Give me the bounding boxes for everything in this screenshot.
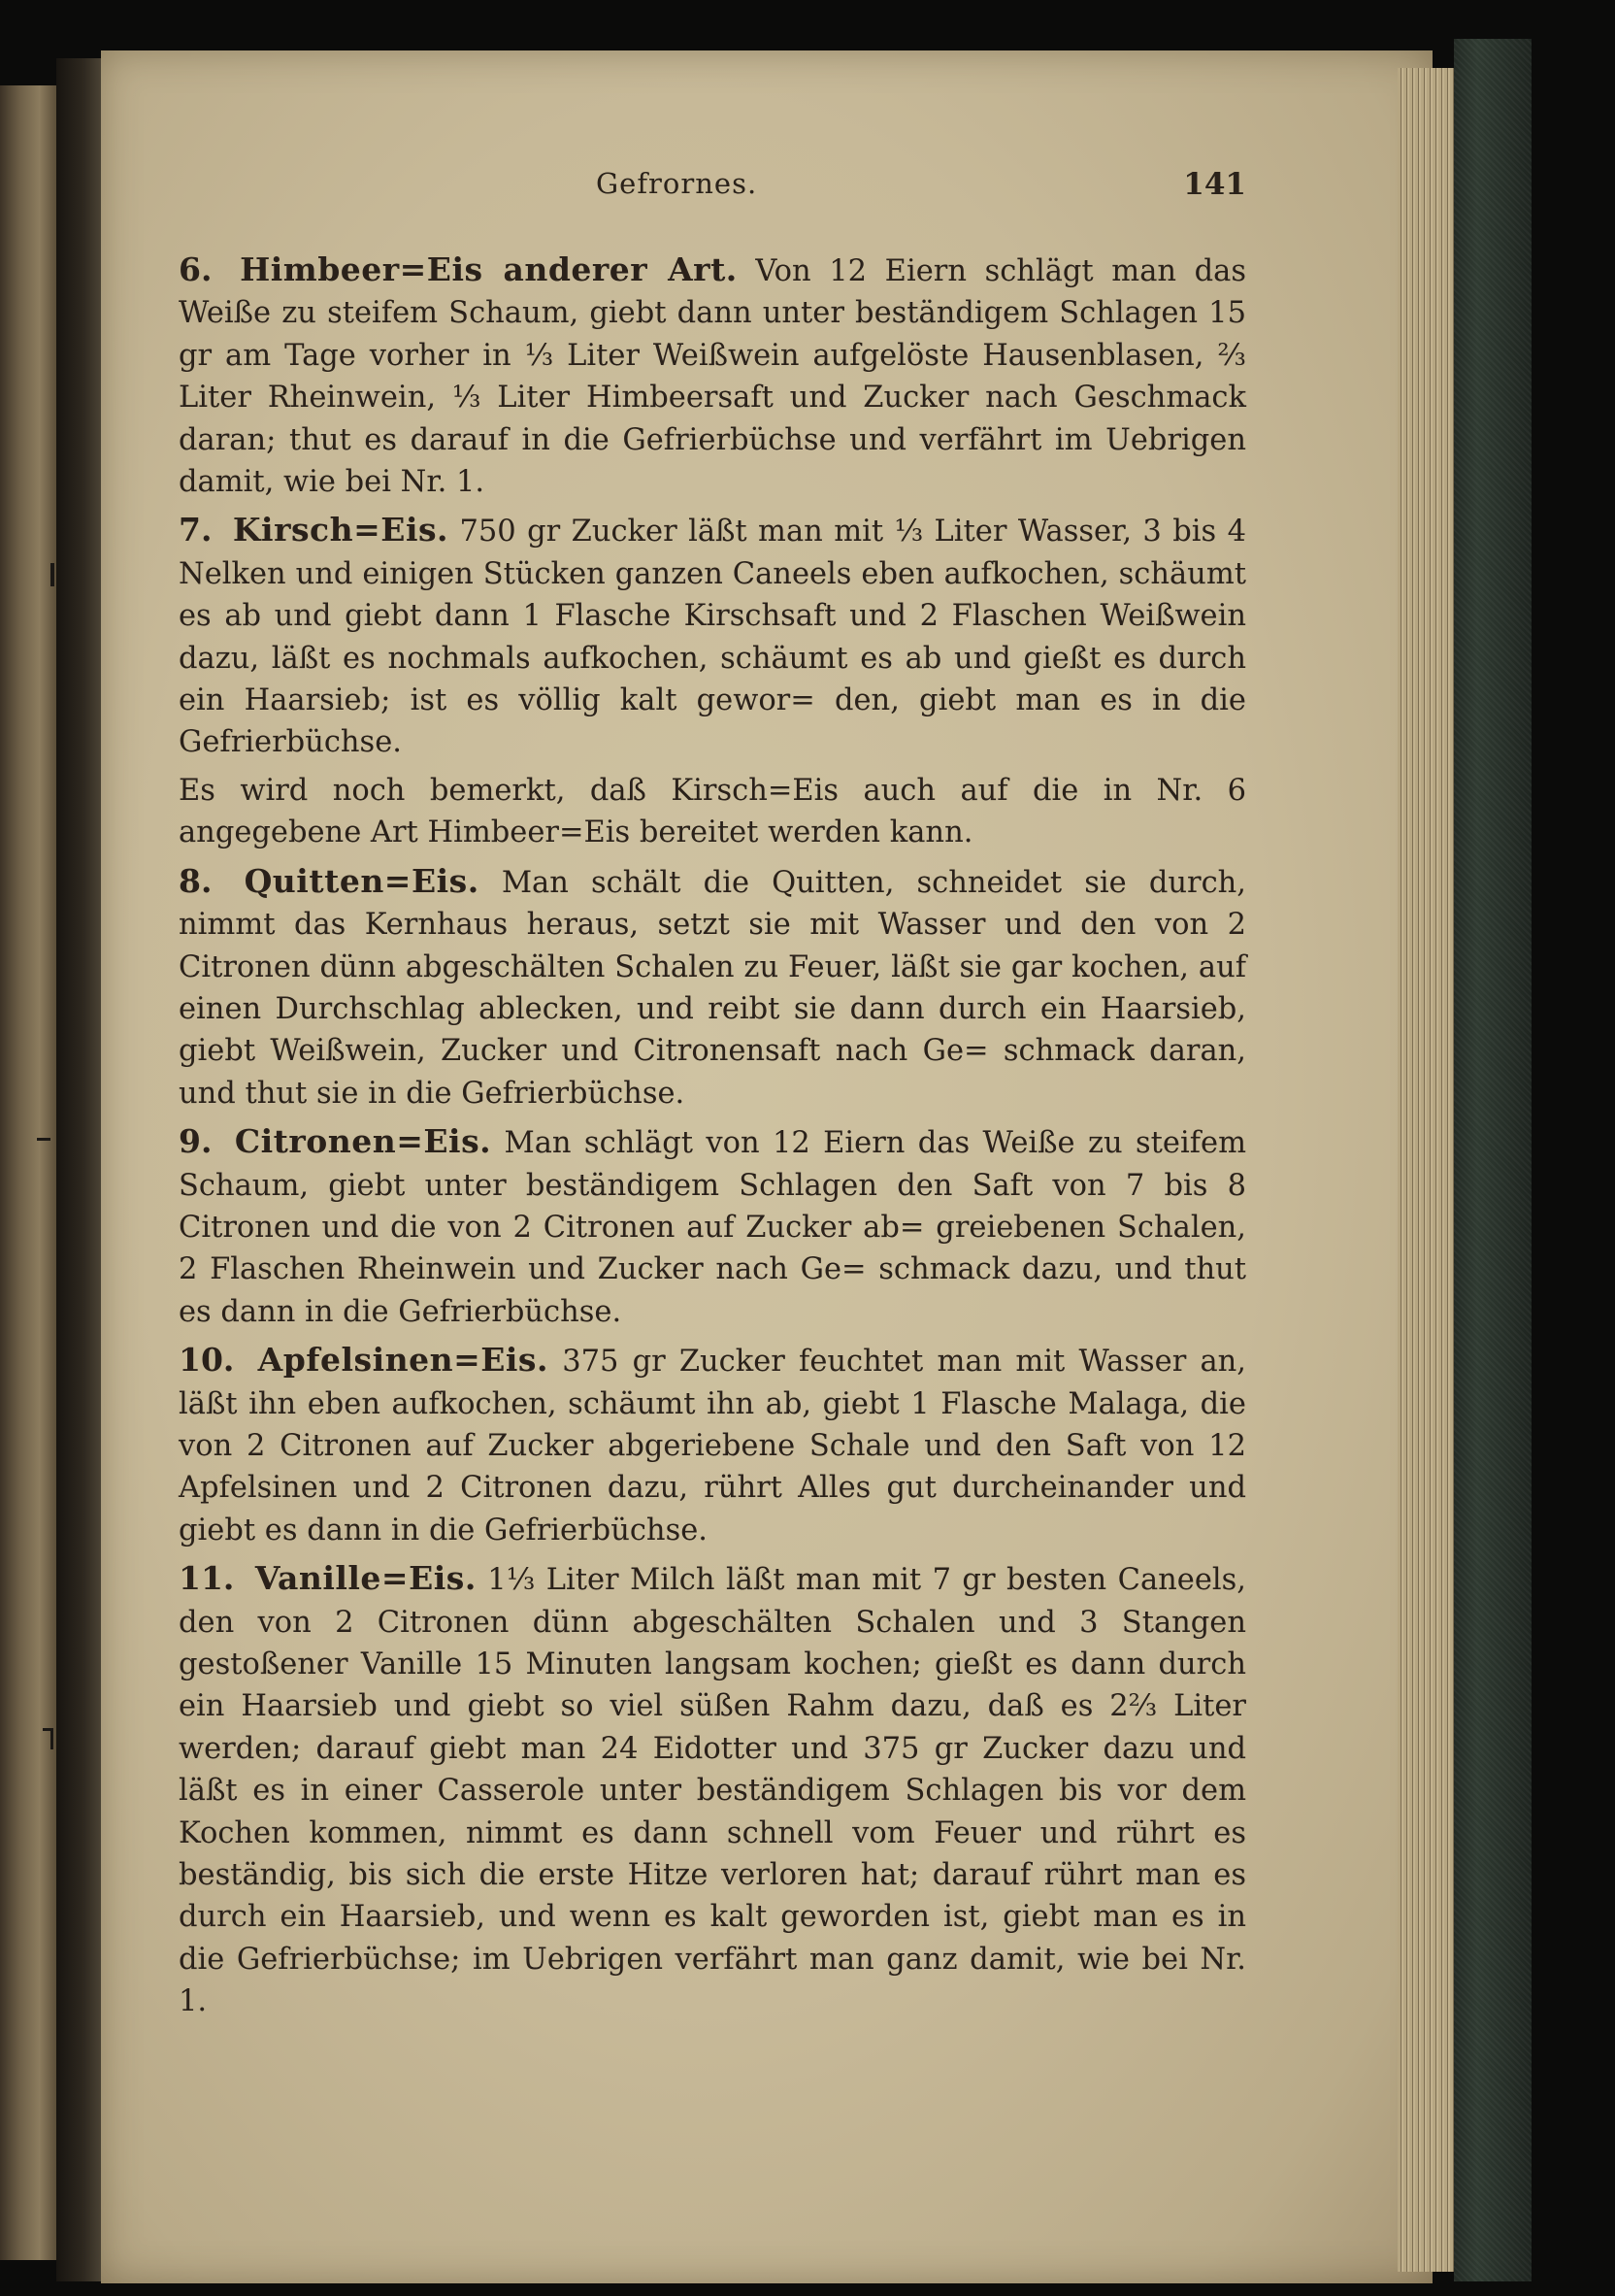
recipe-title: Vanille=Eis. (254, 1559, 477, 1598)
edge-mark (50, 563, 54, 586)
recipe-text: Man schlägt von 12 Eiern das Weiße zu steifem Schaum, giebt unter beständigem Schlagen den Saft von 7 bis 8 Citronen und die von 2 Citronen auf Zucker ab= greiebenen Schalen, 2 Flaschen Rheinwein und Zucker nach Ge= schmack dazu, und thut es dann in die Gefrierbüchse. (179, 1126, 1246, 1329)
recipe-number: 9. (179, 1122, 213, 1161)
recipe-10 (179, 1339, 1246, 1551)
page-body (179, 249, 1246, 2029)
recipe-title: Kirsch=Eis. (232, 511, 449, 549)
recipe-number: 6. (179, 250, 213, 288)
recipe-8 (179, 860, 1246, 1115)
note-paragraph (179, 770, 1246, 854)
edge-mark (50, 1728, 53, 1749)
recipe-text: Man schält die Quitten, schneidet sie durch, nimmt das Kernhaus heraus, setzt sie mit Wasser und den von 2 Citronen dünn abgeschälten Schalen zu Feuer, läßt sie gar kochen, auf einen Durchschlag ablecken, und reibt sie dann durch ein Haarsieb, giebt Weißwein, Zucker und Citronensaft nach Ge= schmack daran, und thut sie in die Gefrierbüchse. (179, 865, 1246, 1111)
recipe-title: Citronen=Eis. (234, 1122, 492, 1161)
recipe-text: 750 gr Zucker läßt man mit ⅓ Liter Wasser, 3 bis 4 Nelken und einigen Stücken ganzen Caneels eben aufkochen, schäumt es ab und giebt dann 1 Flasche Kirschsaft und 2 Flaschen Weißwein dazu, läßt es nochmals aufkochen, schäumt es ab und gießt es durch ein Haarsieb; ist es völlig kalt gewor= den, giebt man es in die Gefrierbüchse. (179, 515, 1246, 760)
note-text: Es wird noch bemerkt, daß Kirsch=Eis auch auf die in Nr. 6 angegebene Art Himbeer=Eis bereitet werden kann. (179, 773, 1246, 850)
recipe-text: 1⅓ Liter Milch läßt man mit 7 gr besten Caneels, den von 2 Citronen dünn abgeschälten Schalen und 3 Stangen gestoßener Vanille 15 Minuten langsam kochen; gießt es dann durch ein Haarsieb und giebt so viel süßen Rahm dazu, daß es 2⅔ Liter werden; darauf giebt man 24 Eidotter und 375 gr Zucker dazu und läßt es in einer Casserole unter beständigem Schlagen bis vor dem Kochen kommen, nimmt es dann schnell vom Feuer und rührt es beständig, bis sich die erste Hitze verloren hat; darauf rührt man es durch ein Haarsieb, und wenn es kalt geworden ist, giebt man es in die Gefrierbüchse; im Uebrigen verfährt man ganz damit, wie bei Nr. 1. (179, 1563, 1246, 2019)
recipe-title: Himbeer=Eis anderer Art. (240, 250, 738, 288)
recipe-number: 7. (179, 511, 213, 549)
recipe-title: Apfelsinen=Eis. (257, 1341, 549, 1380)
recipe-7 (179, 509, 1246, 763)
running-head: Gefrornes. (596, 167, 758, 200)
recipe-number: 11. (179, 1559, 235, 1598)
previous-page-edge (0, 85, 56, 2260)
recipe-11 (179, 1557, 1246, 2022)
recipe-title: Quitten=Eis. (244, 861, 479, 900)
recipe-9 (179, 1120, 1246, 1333)
edge-mark (37, 1138, 50, 1141)
recipe-6 (179, 249, 1246, 503)
page-header (179, 167, 1246, 206)
page-number: 141 (1183, 167, 1246, 202)
recipe-number: 8. (179, 861, 213, 900)
book-cover (1454, 39, 1532, 2281)
page-stack-edge (1398, 68, 1454, 2272)
recipe-text: 375 gr Zucker feuchtet man mit Wasser an, läßt ihn eben aufkochen, schäumt ihn ab, giebt 1 Flasche Malaga, die von 2 Citronen auf Zucker abgeriebene Schale und den Saft von 12 Apfelsinen und 2 Citronen dazu, rührt Alles gut durcheinander und giebt es dann in die Gefrierbüchse. (179, 1345, 1246, 1547)
recipe-number: 10. (179, 1341, 235, 1380)
recipe-text: Von 12 Eiern schlägt man das Weiße zu steifem Schaum, giebt dann unter beständigem Schlagen 15 gr am Tage vorher in ⅓ Liter Weißwein aufgelöste Hausenblasen, ⅔ Liter Rheinwein, ⅓ Liter Himbeersaft und Zucker nach Geschmack daran; thut es darauf in die Gefrierbüchse und verfährt im Uebrigen damit, wie bei Nr. 1. (179, 254, 1246, 500)
